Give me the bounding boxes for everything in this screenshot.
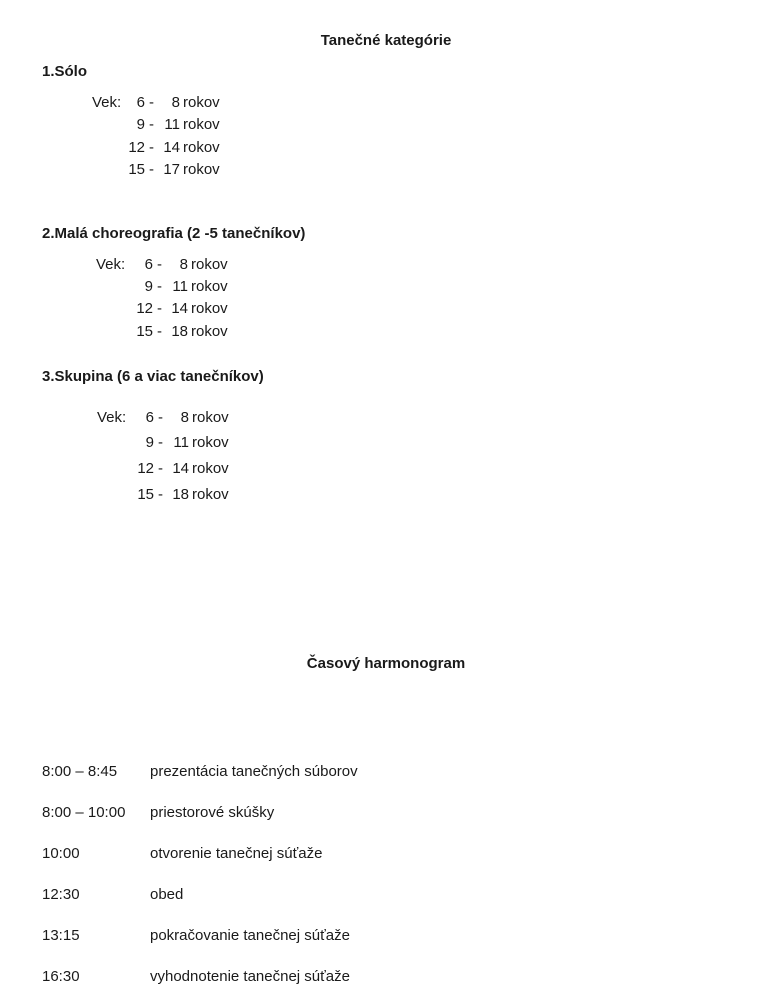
age-unit: rokov: [191, 278, 228, 295]
age-dash: -: [158, 460, 163, 477]
age-to: 8: [180, 409, 189, 426]
age-dash: -: [149, 161, 154, 178]
schedule-title: Časový harmonogram: [306, 655, 466, 672]
age-dash: -: [157, 278, 162, 295]
age-to: 8: [179, 256, 188, 273]
schedule-time: 16:30: [42, 968, 80, 985]
schedule-time: 13:15: [42, 927, 80, 944]
schedule-row: [0, 844, 772, 864]
schedule-row: [0, 967, 772, 987]
schedule-event: vyhodnotenie tanečnej súťaže: [150, 968, 350, 985]
schedule-row: [0, 926, 772, 946]
age-dash: -: [158, 434, 163, 451]
age-from: 9: [136, 116, 145, 133]
age-to: 14: [172, 460, 189, 477]
categories-title: Tanečné kategórie: [320, 32, 452, 49]
age-to: 14: [163, 139, 180, 156]
age-to: 18: [172, 486, 189, 503]
age-from: 15: [136, 323, 153, 340]
age-unit: rokov: [183, 94, 220, 111]
schedule-event: obed: [150, 886, 184, 903]
age-unit: rokov: [191, 323, 228, 340]
age-dash: -: [157, 256, 162, 273]
age-unit: rokov: [192, 460, 229, 477]
age-unit: rokov: [183, 161, 220, 178]
age-dash: -: [157, 323, 162, 340]
age-to: 17: [163, 161, 180, 178]
schedule-time: 8:00 – 8:45: [42, 763, 118, 780]
schedule-row: [0, 762, 772, 782]
age-to: 11: [173, 434, 189, 451]
age-to: 18: [171, 323, 188, 340]
age-from: 15: [137, 486, 154, 503]
section-heading-small-choreography: 2.Malá choreografia (2 -5 tanečníkov): [42, 225, 306, 242]
schedule-row: [0, 803, 772, 823]
age-from: 9: [144, 278, 153, 295]
age-from: 6: [145, 409, 154, 426]
age-dash: -: [149, 116, 154, 133]
age-to: 14: [171, 300, 188, 317]
age-dash: -: [157, 300, 162, 317]
age-from: 6: [144, 256, 153, 273]
age-unit: rokov: [183, 139, 220, 156]
age-dash: -: [158, 409, 163, 426]
section-heading-solo: 1.Sólo: [42, 63, 88, 80]
schedule-time: 12:30: [42, 886, 80, 903]
age-unit: rokov: [192, 434, 229, 451]
age-unit: rokov: [192, 486, 229, 503]
schedule-row: [0, 885, 772, 905]
age-from: 12: [137, 460, 154, 477]
age-from: 15: [128, 161, 145, 178]
schedule-time: 8:00 – 10:00: [42, 804, 126, 821]
age-from: 12: [136, 300, 153, 317]
age-from: 12: [128, 139, 145, 156]
age-unit: rokov: [183, 116, 220, 133]
age-dash: -: [149, 139, 154, 156]
age-to: 8: [171, 94, 180, 111]
age-to: 11: [172, 278, 188, 295]
schedule-event: prezentácia tanečných súborov: [150, 763, 358, 780]
age-from: 6: [136, 94, 145, 111]
schedule-event: pokračovanie tanečnej súťaže: [150, 927, 350, 944]
age-label: Vek:: [96, 256, 126, 273]
schedule-event: priestorové skúšky: [150, 804, 275, 821]
age-unit: rokov: [191, 256, 228, 273]
age-label: Vek:: [92, 94, 122, 111]
schedule-event: otvorenie tanečnej súťaže: [150, 845, 323, 862]
schedule-time: 10:00: [42, 845, 80, 862]
age-unit: rokov: [191, 300, 228, 317]
age-to: 11: [164, 116, 180, 133]
age-label: Vek:: [97, 409, 127, 426]
section-heading-group: 3.Skupina (6 a viac tanečníkov): [42, 368, 264, 385]
age-from: 9: [145, 434, 154, 451]
age-dash: -: [158, 486, 163, 503]
age-dash: -: [149, 94, 154, 111]
age-unit: rokov: [192, 409, 229, 426]
